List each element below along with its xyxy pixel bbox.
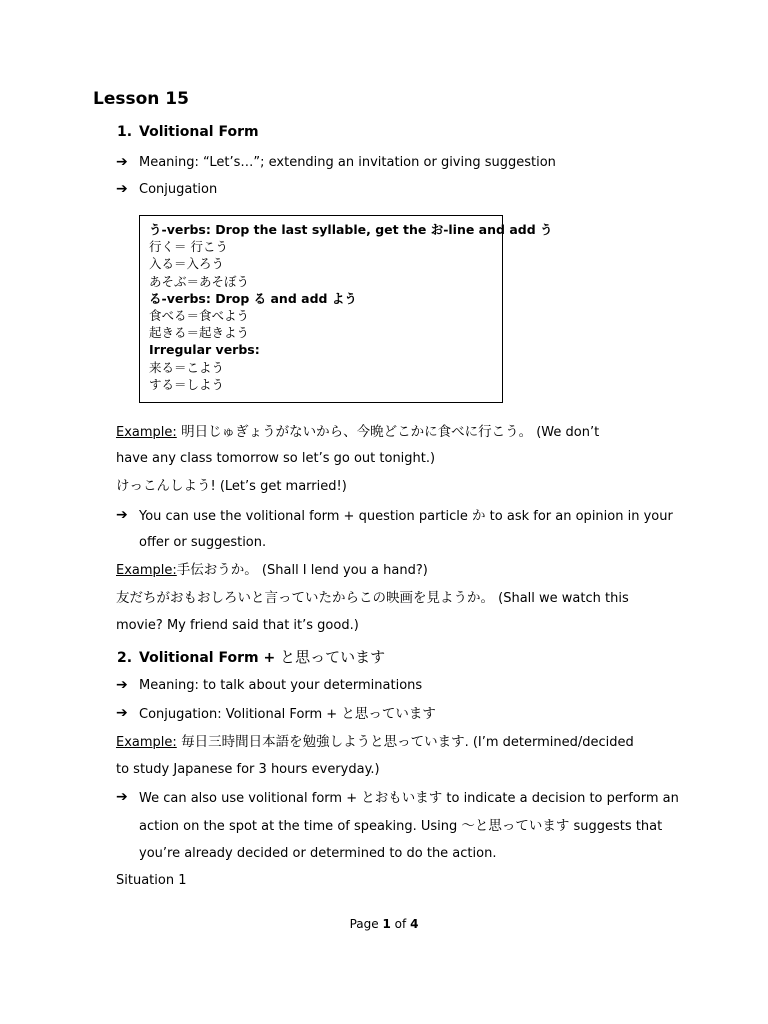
bullet-also bbox=[139, 789, 679, 808]
example-5-english: . (I’m determined/decided bbox=[464, 735, 634, 750]
bullet-also-line-2 bbox=[139, 817, 662, 836]
example-4 bbox=[116, 589, 629, 608]
ru-verbs-header: る-verbs: Drop る and add よう bbox=[149, 290, 357, 306]
lesson-title: Lesson 15 bbox=[93, 89, 189, 109]
example-label: Example: bbox=[116, 735, 177, 750]
example-3 bbox=[116, 561, 428, 580]
irregular-verbs-header: Irregular verbs: bbox=[149, 342, 260, 358]
example-5-japanese: 毎日三時間日本語を勉強しようと思っています bbox=[176, 734, 465, 750]
u-verbs-header: う-verbs: Drop the last syllable, get the お-line and add う bbox=[149, 222, 553, 237]
u-verb-example: 行く＝ 行こう bbox=[149, 239, 228, 255]
example-label: Example: bbox=[116, 425, 177, 440]
bullet-question-particle bbox=[139, 507, 673, 526]
bullet-conjugation-text: Conjugation: Volitional Form + bbox=[139, 707, 342, 722]
bullet-also-line-3: you’re already decided or determined to do the action. bbox=[139, 846, 497, 861]
bullet-question-continued: offer or suggestion. bbox=[139, 535, 267, 550]
u-verb-example: あそぶ＝あそぼう bbox=[149, 273, 250, 289]
section-1-number: 1. bbox=[117, 124, 133, 140]
example-5 bbox=[116, 733, 634, 752]
example-label: Example: bbox=[116, 563, 177, 578]
example-4-japanese: 友だちがおもおしろいと言っていたからこの映画を見ようか。 bbox=[116, 590, 494, 606]
bullet-meaning-1: Meaning: “Let’s…”; extending an invitation or giving suggestion bbox=[139, 155, 556, 170]
arrow-bullet-icon: ➔ bbox=[116, 789, 128, 805]
bullet-question-text: to ask for an opinion in your bbox=[485, 509, 673, 524]
arrow-bullet-icon: ➔ bbox=[116, 181, 128, 197]
ru-verb-example: 食べる＝食べよう bbox=[149, 308, 250, 324]
particle-ka: か bbox=[472, 508, 486, 524]
example-1-continued: have any class tomorrow so let’s go out tonight.) bbox=[116, 451, 436, 466]
bullet-conjugation-1: Conjugation bbox=[139, 182, 218, 197]
total-pages-number: 4 bbox=[410, 917, 419, 931]
bullet-also-text: suggests that bbox=[569, 819, 663, 834]
irregular-verb-example: する＝しよう bbox=[149, 376, 225, 392]
example-1 bbox=[116, 423, 599, 442]
example-3-english: (Shall I lend you a hand?) bbox=[261, 563, 428, 578]
bullet-also-japanese: ～と思っています bbox=[461, 818, 570, 834]
bullet-also-text: to indicate a decision to perform an bbox=[442, 791, 679, 806]
example-1-japanese: 明日じゅぎょうがないから、今晩どこかに食べに行こう。 bbox=[176, 424, 533, 440]
bullet-conjugation-2 bbox=[139, 705, 436, 724]
bullet-also-text: action on the spot at the time of speaking. Using bbox=[139, 819, 462, 834]
section-2-title: Volitional Form + bbox=[139, 650, 281, 666]
page-footer bbox=[0, 917, 768, 931]
conjugation-box bbox=[139, 215, 553, 403]
section-2-title-japanese: と思っています bbox=[280, 648, 386, 666]
section-1-heading bbox=[117, 124, 259, 140]
example-2 bbox=[116, 477, 347, 496]
example-1-english: (We don’t bbox=[536, 425, 600, 440]
irregular-verb-example: 来る＝こよう bbox=[149, 359, 225, 375]
bullet-also-japanese: とおもいます bbox=[361, 790, 443, 806]
bullet-meaning-2: Meaning: to talk about your determinations bbox=[139, 678, 423, 693]
situation-label: Situation 1 bbox=[116, 873, 187, 888]
arrow-bullet-icon: ➔ bbox=[116, 507, 128, 523]
example-4-english: (Shall we watch this bbox=[498, 591, 629, 606]
example-3-japanese: 手伝おうか。 bbox=[176, 562, 258, 578]
example-2-japanese: けっこんしよう bbox=[116, 478, 211, 494]
bullet-conjugation-japanese: と思っています bbox=[341, 706, 436, 722]
arrow-bullet-icon: ➔ bbox=[116, 154, 128, 170]
example-4-continued: movie? My friend said that it’s good.) bbox=[116, 618, 359, 633]
page-word: Page bbox=[349, 917, 379, 931]
bullet-question-text: You can use the volitional form + question particle bbox=[139, 509, 473, 524]
section-2-number: 2. bbox=[117, 650, 133, 666]
arrow-bullet-icon: ➔ bbox=[116, 677, 128, 693]
bullet-also-text: We can also use volitional form + bbox=[139, 791, 362, 806]
u-verb-example: 入る＝入ろう bbox=[149, 256, 225, 272]
example-2-english: ! (Let’s get married!) bbox=[210, 479, 347, 494]
current-page-number: 1 bbox=[382, 917, 391, 931]
example-5-continued: to study Japanese for 3 hours everyday.) bbox=[116, 762, 380, 777]
arrow-bullet-icon: ➔ bbox=[116, 705, 128, 721]
ru-verb-example: 起きる＝起きよう bbox=[149, 325, 250, 341]
section-1-title: Volitional Form bbox=[139, 124, 259, 140]
section-2-heading bbox=[117, 646, 385, 667]
of-word: of bbox=[394, 917, 407, 931]
